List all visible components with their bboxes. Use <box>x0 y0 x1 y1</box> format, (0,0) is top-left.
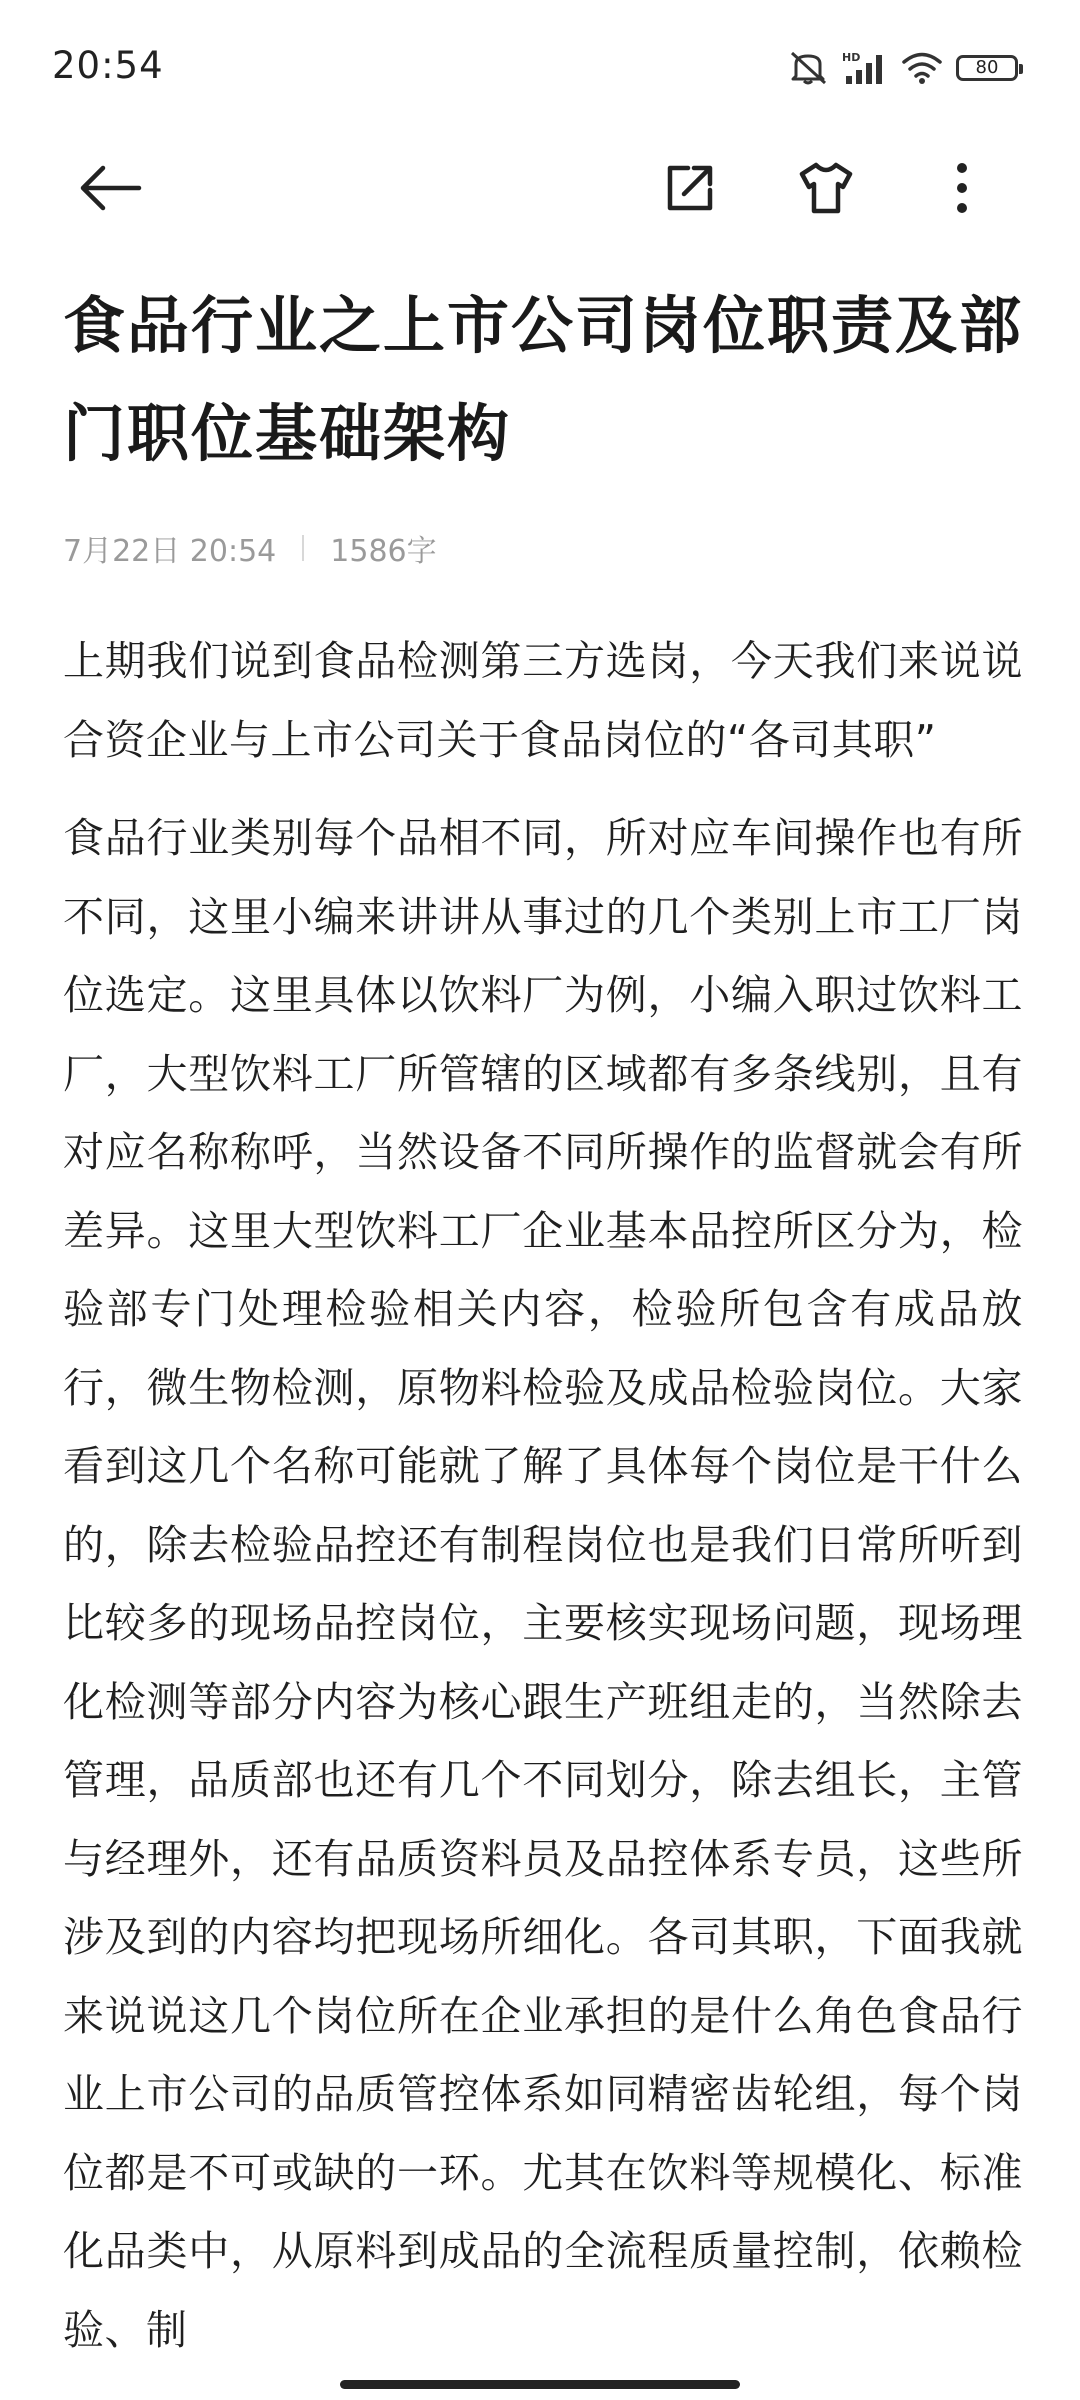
status-time: 20:54 <box>52 44 164 87</box>
article-date: 7月22日 20:54 <box>63 534 277 569</box>
more-button[interactable] <box>924 150 1000 226</box>
back-button[interactable] <box>72 150 148 226</box>
signal-icon <box>842 50 888 86</box>
shirt-icon <box>796 160 856 216</box>
toolbar <box>0 130 1080 245</box>
paragraph: 上期我们说到食品检测第三方选岗，今天我们来说说合资企业与上市公司关于食品岗位的“各司其职” <box>63 637 1023 764</box>
article-meta <box>63 526 437 570</box>
theme-button[interactable] <box>788 150 864 226</box>
hd-badge: HD <box>842 51 861 64</box>
battery-level: 80 <box>975 57 999 78</box>
wifi-icon <box>902 51 942 85</box>
more-vert-icon <box>952 160 972 216</box>
paragraph: 食品行业类别每个品相不同，所对应车间操作也有所不同，这里小编来讲讲从事过的几个类别上市工厂岗位选定。这里具体以饮料厂为例，小编入职过饮料工厂，大型饮料工厂所管辖的区域都有多条线别，且有对应名称称呼，当然设备不同所操作的监督就会有所差异。这里大型饮料工厂企业基本品控所区分为，检验部专门处理检验相关内容，检验所包含有成品放行，微生物检测，原物料检验及成品检验岗位。大家看到这几个名称可能就了解了具体每个岗位是干什么的，除去检验品控还有制程岗位也是我们日常所听到比较多的现场品控岗位，主要核实现场问题，现场理化检测等部分内容为核心跟生产班组走的，当然除去管理，品质部也还有几个不同划分，除去组长，主管与经理外，还有品质资料员及品控体系专员，这些所涉及到的内容均把现场所细化。各司其职，下面我就来说说这几个岗位所在企业承担的是什么角色食品行业上市公司的品质管控体系如同精密齿轮组，每个岗位都是不可或缺的一环。尤其在饮料等规模化、标准化品类中，从原料到成品的全流程质量控制，依赖检验、制 <box>63 814 1023 2354</box>
meta-divider <box>302 535 304 561</box>
article-body <box>63 622 1023 2389</box>
share-button[interactable] <box>652 150 728 226</box>
status-bar <box>0 0 1080 130</box>
mute-icon <box>788 50 828 86</box>
back-arrow-icon <box>77 163 143 213</box>
battery-icon <box>956 55 1018 81</box>
word-count: 1586字 <box>330 534 437 569</box>
status-icons <box>788 46 1018 90</box>
article-title: 食品行业之上市公司岗位职责及部门职位基础架构 <box>63 289 1024 470</box>
share-icon <box>662 160 718 216</box>
home-indicator[interactable] <box>340 2380 740 2389</box>
